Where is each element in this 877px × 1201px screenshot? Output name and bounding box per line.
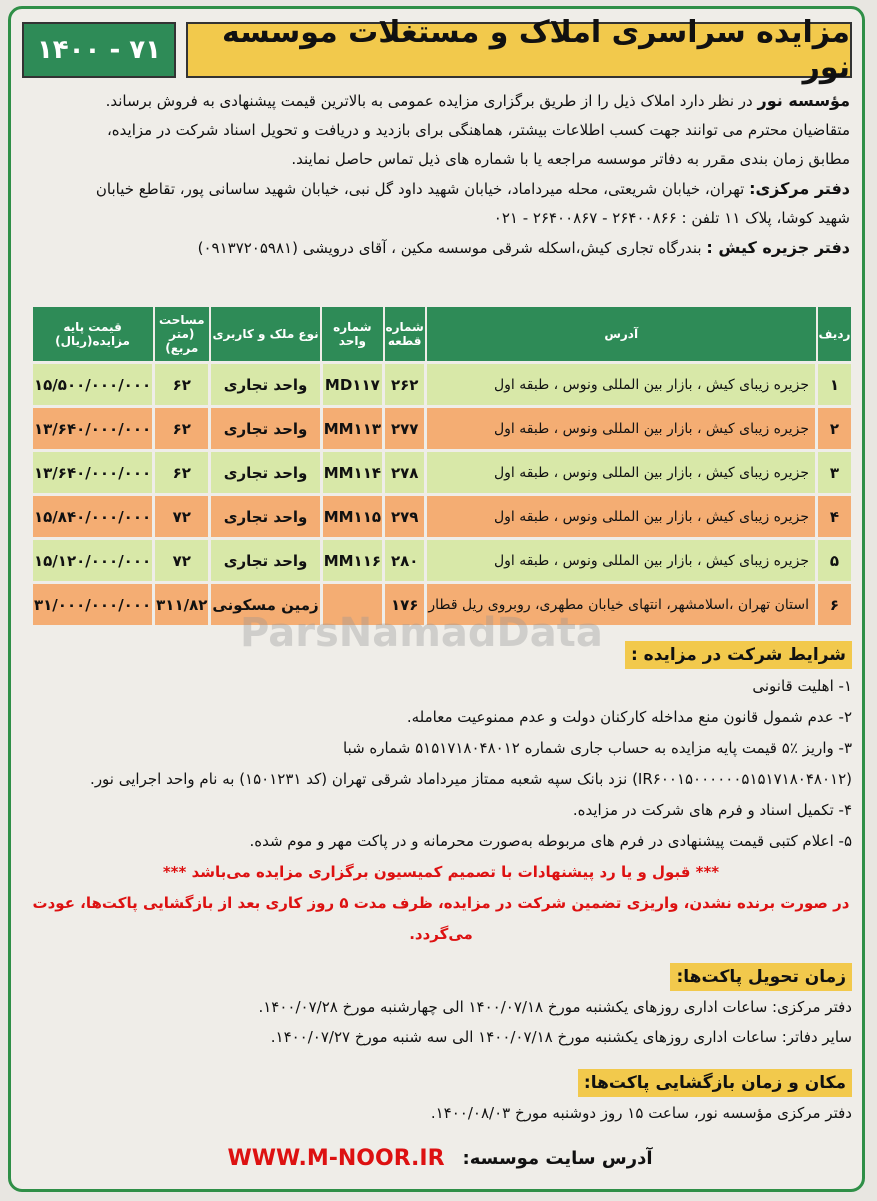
condition-item: ۲- عدم شمول قانون منع مداخله کارکنان دولت و عدم ممنوعیت معامله.	[406, 708, 852, 726]
intro-text-1: در نظر دارد املاک ذیل را از طریق برگزاری مزایده عمومی به بالاترین قیمت پیشنهادی به فروش برساند.	[105, 92, 753, 110]
org-name: مؤسسه نور	[757, 91, 850, 110]
cell-area: ۷۲	[154, 539, 210, 583]
intro-section	[30, 86, 850, 263]
kish-office	[30, 233, 850, 263]
header-address: آدرس	[426, 306, 817, 363]
header-lot: شماره قطعه	[384, 306, 426, 363]
cell-area: ۶۲	[154, 363, 210, 407]
cell-row-number: ۶	[817, 583, 853, 627]
central-office-address-1: تهران، خیابان شریعتی، محله میرداماد، خیابان شهید داود گل نبی، خیابان شهید ساسانی پور، تقاطع خیابان	[95, 180, 745, 198]
header-area: مساحت (متر مربع)	[154, 306, 210, 363]
condition-item: (IR۶۰۰۱۵۰۰۰۰۰۰۵۱۵۱۷۱۸۰۴۸۰۱۲) نزد بانک سپه شعبه ممتاز میرداماد شرقی تهران (کد ۱۵۰۱۲۳۱) به نام واحد اجرایی نور.	[90, 770, 852, 788]
table-row	[32, 363, 853, 407]
intro-line-1	[30, 86, 850, 116]
website-row	[210, 1140, 670, 1176]
intro-line-3: مطابق زمان بندی مقرر به دفاتر موسسه مراجعه یا با شماره های ذیل تماس حاصل نمایند.	[291, 150, 850, 168]
cell-lot: ۲۸۰	[384, 539, 426, 583]
table-header-row	[32, 306, 853, 363]
website-label: آدرس سایت موسسه:	[462, 1147, 653, 1169]
cell-lot: ۱۷۶	[384, 583, 426, 627]
cell-type: واحد تجاری	[210, 451, 321, 495]
cell-price: ۱۵/۵۰۰/۰۰۰/۰۰۰	[32, 363, 154, 407]
condition-item: ۵- اعلام کتبی قیمت پیشنهادی در فرم های مربوطه به‌صورت محرمانه و در پاکت مهر و موم شده.	[249, 832, 852, 850]
cell-row-number: ۱	[817, 363, 853, 407]
condition-item: ۳- واریز ٪۵ قیمت پایه مزایده به حساب جاری شماره ۵۱۵۱۷۱۸۰۴۸۰۱۲ شماره شبا	[342, 739, 852, 757]
cell-type: واحد تجاری	[210, 363, 321, 407]
cell-price: ۱۵/۸۴۰/۰۰۰/۰۰۰	[32, 495, 154, 539]
delivery-line-2: سایر دفاتر: ساعات اداری روزهای یکشنبه مورخ ۱۴۰۰/۰۷/۱۸ الی سه شنبه مورخ ۱۴۰۰/۰۷/۲۷.	[270, 1028, 852, 1046]
website-link[interactable]: WWW.M-NOOR.IR	[227, 1145, 445, 1171]
opening-section	[30, 1068, 852, 1128]
cell-row-number: ۵	[817, 539, 853, 583]
watermark: ParsNamadData	[240, 610, 603, 656]
cell-unit: MM۱۱۶	[321, 539, 383, 583]
cell-price: ۳۱/۰۰۰/۰۰۰/۰۰۰	[32, 583, 154, 627]
central-office-address-2: شهید کوشا، پلاک ۱۱ تلفن : ۲۶۴۰۰۸۶۶ - ۲۶۴۰۰۸۶۷ - ۰۲۱	[493, 209, 850, 227]
auction-number: ۱۴۰۰ - ۷۱	[22, 22, 176, 78]
cell-lot: ۲۷۷	[384, 407, 426, 451]
central-office	[30, 174, 850, 204]
cell-address: استان تهران ،اسلامشهر، انتهای خیابان مطهری، روبروی ریل قطار	[426, 583, 817, 627]
cell-lot: ۲۷۹	[384, 495, 426, 539]
cell-row-number: ۴	[817, 495, 853, 539]
cell-row-number: ۲	[817, 407, 853, 451]
cell-type: زمین مسکونی	[210, 583, 321, 627]
conditions-title: شرایط شرکت در مزایده :	[625, 641, 852, 669]
table-row	[32, 451, 853, 495]
cell-address: جزیره زیبای کیش ، بازار بین المللی ونوس ، طبقه اول	[426, 539, 817, 583]
cell-area: ۳۱۱/۸۲	[154, 583, 210, 627]
cell-lot: ۲۶۲	[384, 363, 426, 407]
conditions-section	[30, 640, 852, 950]
cell-address: جزیره زیبای کیش ، بازار بین المللی ونوس ، طبقه اول	[426, 451, 817, 495]
cell-unit: MD۱۱۷	[321, 363, 383, 407]
delivery-line-1: دفتر مرکزی: ساعات اداری روزهای یکشنبه مورخ ۱۴۰۰/۰۷/۱۸ الی چهارشنبه مورخ ۱۴۰۰/۰۷/۲۸.	[258, 998, 852, 1016]
cell-area: ۷۲	[154, 495, 210, 539]
delivery-section	[30, 962, 852, 1052]
cell-unit: MM۱۱۳	[321, 407, 383, 451]
cell-area: ۶۲	[154, 407, 210, 451]
cell-area: ۶۲	[154, 451, 210, 495]
page-title: مزایده سراسری املاک و مستغلات موسسه نور	[186, 22, 852, 78]
kish-office-label: دفتر جزیره کیش :	[706, 238, 850, 257]
cell-price: ۱۳/۶۴۰/۰۰۰/۰۰۰	[32, 407, 154, 451]
cell-address: جزیره زیبای کیش ، بازار بین المللی ونوس ، طبقه اول	[426, 363, 817, 407]
table-row	[32, 539, 853, 583]
header-type: نوع ملک و کاربری	[210, 306, 321, 363]
title-area	[22, 15, 852, 85]
cell-type: واحد تجاری	[210, 495, 321, 539]
lots-table	[30, 305, 854, 628]
condition-item: ۱- اهلیت قانونی	[752, 677, 852, 695]
header-price: قیمت پایه مزایده(ریال)	[32, 306, 154, 363]
cell-row-number: ۳	[817, 451, 853, 495]
kish-office-address: بندرگاه تجاری کیش،اسکله شرقی موسسه مکین ، آقای درویشی (۰۹۱۳۷۲۰۵۹۸۱)	[197, 239, 702, 257]
cell-price: ۱۵/۱۲۰/۰۰۰/۰۰۰	[32, 539, 154, 583]
cell-lot: ۲۷۸	[384, 451, 426, 495]
intro-line-2: متقاضیان محترم می توانند جهت کسب اطلاعات بیشتر، هماهنگی برای بازدید و دریافت و تحویل اسناد شرکت در مزایده،	[106, 121, 850, 139]
cell-unit: MM۱۱۵	[321, 495, 383, 539]
delivery-title: زمان تحویل پاکت‌ها:	[670, 963, 852, 991]
notice-refund: در صورت برنده نشدن، واریزی تضمین شرکت در مزایده، ظرف مدت ۵ روز کاری بعد از بازگشایی پاکت‌ها، عودت می‌گردد.	[32, 894, 850, 943]
condition-item: ۴- تکمیل اسناد و فرم های شرکت در مزایده.	[572, 801, 852, 819]
notice-commission: *** قبول و یا رد پیشنهادات با تصمیم کمیسیون برگزاری مزایده می‌باشد ***	[162, 863, 720, 881]
header-unit: شماره واحد	[321, 306, 383, 363]
central-office-label: دفتر مرکزی:	[749, 179, 850, 198]
cell-price: ۱۳/۶۴۰/۰۰۰/۰۰۰	[32, 451, 154, 495]
cell-address: جزیره زیبای کیش ، بازار بین المللی ونوس ، طبقه اول	[426, 495, 817, 539]
cell-type: واحد تجاری	[210, 407, 321, 451]
cell-unit: MM۱۱۴	[321, 451, 383, 495]
opening-line-1: دفتر مرکزی مؤسسه نور، ساعت ۱۵ روز دوشنبه مورخ ۱۴۰۰/۰۸/۰۳.	[430, 1104, 852, 1122]
table-row	[32, 407, 853, 451]
cell-address: جزیره زیبای کیش ، بازار بین المللی ونوس ، طبقه اول	[426, 407, 817, 451]
table-body	[32, 363, 853, 627]
table-row	[32, 495, 853, 539]
header-row-number: ردیف	[817, 306, 853, 363]
cell-type: واحد تجاری	[210, 539, 321, 583]
opening-title: مکان و زمان بازگشایی پاکت‌ها:	[578, 1069, 852, 1097]
